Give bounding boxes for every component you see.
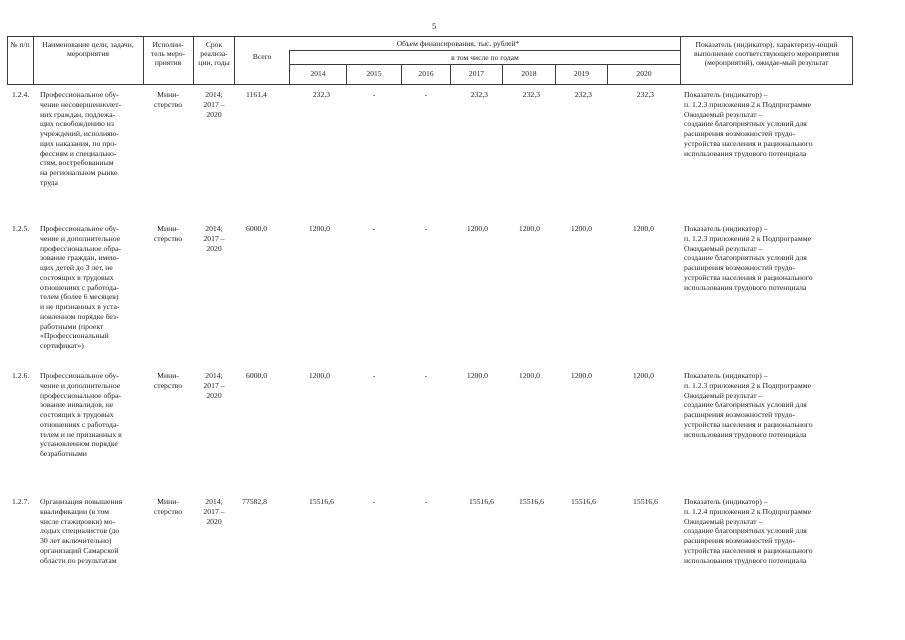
row-name: Профессиональное обу- чение и дополнительное профессиональное обра- зование граждан, имею- щих детей до 3 лет, не состоящих в трудовых отношениях с работода- телем (более 6 месяцев) и не признанных в уста- новленном порядке без- работными (проект «Профессиональный сертификат») [40, 224, 122, 350]
row-year-value: - [424, 497, 428, 506]
header-bottom-line [7, 84, 853, 85]
row-year-value: 1200,0 [518, 224, 540, 233]
row-year-value: 1200,0 [308, 371, 330, 380]
header-divider [7, 36, 8, 84]
row-name: Организация повышения квалификации (в том числе стажировки) мо- лодых специалистов (до 30 лет включительно) организаций Самарской области по результатам [40, 497, 123, 565]
row-indicator: Показатель (индикатор) – п. 1.2.4 приложения 2 к Подпрограмме Ожидаемый результат – создание благоприятных условий для расширения возможностей трудо- устройства населения и рационального использования трудового потенциала [684, 497, 813, 565]
row-executor: Мини- стерство [153, 497, 183, 516]
row-number: 1.2.6. [12, 371, 30, 380]
header-divider [33, 36, 34, 84]
header-years-group: в том числе по годам [451, 53, 519, 62]
row-year-value: 15516,6 [469, 497, 494, 506]
row-year-value: 15516,6 [309, 497, 334, 506]
row-year-value: 1200,0 [466, 224, 488, 233]
row-year-value: 232,3 [312, 90, 330, 99]
row-total: 77582,8 [242, 497, 267, 506]
row-year-value: - [424, 224, 428, 233]
header-col-term: Срок реализа-ции, годы [198, 40, 230, 67]
row-year-value: 232,3 [574, 90, 592, 99]
row-year-value: - [424, 90, 428, 99]
row-number: 1.2.5. [12, 224, 30, 233]
header-year: 2017 [468, 69, 485, 78]
header-subgroup-line [289, 50, 680, 51]
row-year-value: - [372, 497, 376, 506]
row-year-value: 1200,0 [518, 371, 540, 380]
row-total: 6000,0 [246, 371, 268, 380]
header-divider [193, 36, 194, 84]
row-year-value: - [372, 90, 376, 99]
header-year: 2016 [418, 69, 434, 78]
row-executor: Мини- стерство [153, 371, 183, 390]
row-year-value: - [424, 371, 428, 380]
header-col-total: Всего [252, 52, 272, 61]
row-year-value: 232,3 [522, 90, 540, 99]
header-col-indicator: Показатель (индикатор), характеризу-ющий выполнение соответствующего мероприятия (мероприятий), ожидае-мый результат [694, 40, 839, 67]
header-divider [346, 64, 347, 84]
header-years-line [289, 64, 680, 65]
header-col-name: Наименование цели, задачи, мероприятия [42, 40, 134, 58]
header-divider [401, 64, 402, 84]
row-term: 2014; 2017 – 2020 [203, 371, 225, 400]
header-divider [289, 50, 290, 84]
header-divider [680, 36, 681, 84]
row-year-value: 1200,0 [570, 371, 592, 380]
row-year-value: - [372, 224, 376, 233]
header-top-line [7, 36, 853, 37]
header-divider [555, 64, 556, 84]
row-indicator: Показатель (индикатор) – п. 1.2.3 приложения 2 к Подпрограмме Ожидаемый результат – создание благоприятных условий для расширения возможностей трудо- устройства населения и рационального использования трудового потенциала [684, 371, 813, 439]
row-number: 1.2.7. [12, 497, 30, 506]
row-executor: Мини- стерство [153, 224, 183, 243]
header-year: 2014 [310, 69, 326, 78]
header-divider [234, 36, 235, 84]
row-year-value: 1200,0 [466, 371, 488, 380]
row-year-value: 232,3 [470, 90, 488, 99]
page-number: 5 [432, 21, 437, 31]
header-year: 2020 [636, 69, 652, 78]
row-year-value: 15516,6 [633, 497, 658, 506]
row-term: 2014; 2017 – 2020 [203, 90, 225, 119]
row-executor: Мини- стерство [153, 90, 183, 109]
row-name: Профессиональное обу- чение и дополнительное профессиональное обра- зование инвалидов, не состоящих в трудовых отношениях с работода- телем и не признанных в установленном порядке безработными [40, 371, 122, 458]
row-indicator: Показатель (индикатор) – п. 1.2.3 приложения 2 к Подпрограмме Ожидаемый результат – создание благоприятных условий для расширения возможностей трудо- устройства населения и рационального использования трудового потенциала [684, 224, 813, 292]
row-total: 6000,0 [246, 224, 268, 233]
row-term: 2014; 2017 – 2020 [203, 224, 225, 253]
row-year-value: - [372, 371, 376, 380]
row-year-value: 1200,0 [570, 224, 592, 233]
header-year: 2019 [573, 69, 590, 78]
row-year-value: 1200,0 [632, 371, 654, 380]
row-number: 1.2.4. [12, 90, 30, 99]
row-year-value: 1200,0 [308, 224, 330, 233]
row-indicator: Показатель (индикатор) – п. 1.2.3 приложения 2 к Подпрограмме Ожидаемый результат – создание благоприятных условий для расширения возможностей трудо- устройства населения и рационального использования трудового потенциала [684, 90, 813, 158]
header-year: 2015 [366, 69, 382, 78]
header-divider [450, 64, 451, 84]
row-year-value: 232,3 [636, 90, 654, 99]
header-divider [143, 36, 144, 84]
row-year-value: 1200,0 [632, 224, 654, 233]
header-col-executor: Исполни-тель меро-приятия [150, 40, 186, 67]
header-col-number: № п/п [10, 40, 30, 49]
header-divider [607, 64, 608, 84]
row-year-value: 15516,6 [519, 497, 544, 506]
header-year: 2018 [521, 69, 537, 78]
header-divider [502, 64, 503, 84]
header-col-volume: Объем финансирования, тыс. рублей* [396, 39, 520, 48]
row-name: Профессиональное обу- чение несовершеннолет- них граждан, подлежа- щих освобождению из учреждений, исполняю- щих наказания, по про- фессиям и специально- стям, востребованным на региональном рынке труда [40, 90, 122, 187]
row-total: 1161,4 [246, 90, 267, 99]
header-divider [852, 36, 853, 84]
row-term: 2014; 2017 – 2020 [203, 497, 225, 526]
row-year-value: 15516,6 [571, 497, 596, 506]
